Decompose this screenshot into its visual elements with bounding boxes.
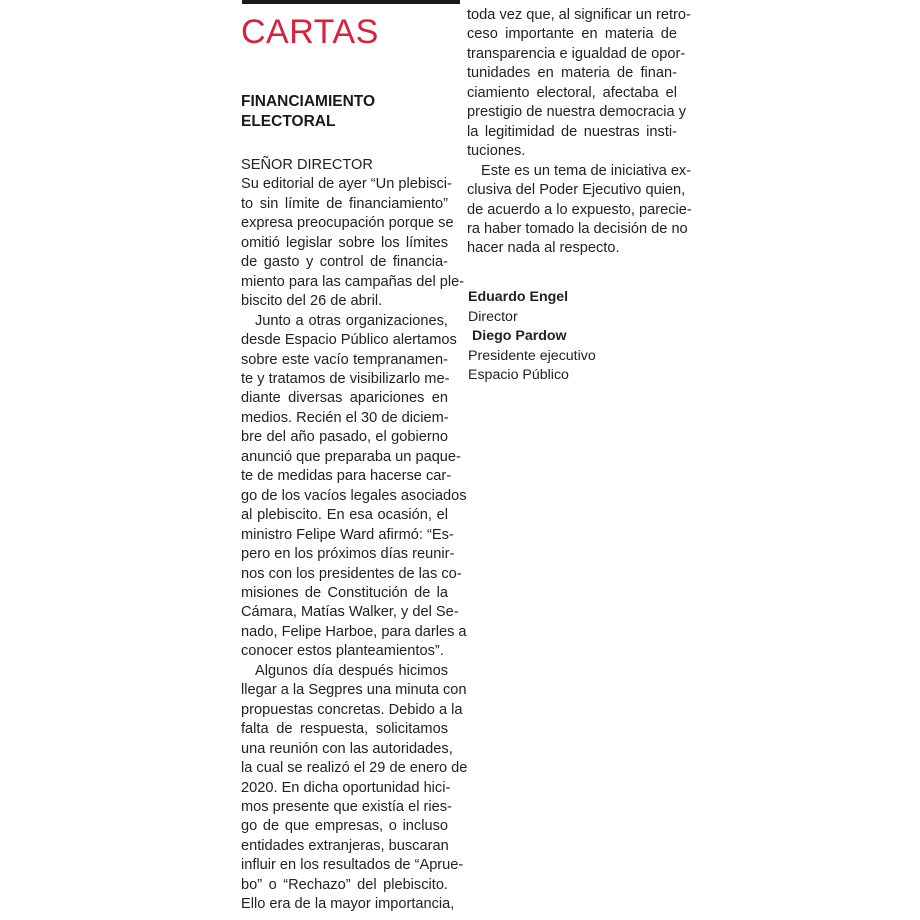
body-line: sobre este vacío tempranamen- — [241, 351, 448, 368]
body-line: pero en los próximos días reunir- — [241, 546, 455, 563]
body-line: ceso importante en materia de — [467, 26, 677, 43]
body-line: entidades extranjeras, buscaran — [241, 837, 449, 854]
body-line: miento para las campañas del ple- — [241, 273, 465, 290]
body-line: Junto a otras organizaciones, — [255, 312, 448, 329]
body-line: biscito del 26 de abril. — [241, 293, 383, 310]
body-line: ciamiento electoral, afectaba el — [467, 84, 677, 101]
section-top-rule — [242, 0, 460, 4]
letter-headline — [241, 92, 451, 132]
letter-body-left-column — [241, 156, 468, 915]
body-line: una reunión con las autoridades, — [241, 740, 453, 757]
body-line: la legitimidad de nuestras insti- — [467, 123, 677, 140]
body-line: transparencia e igualdad de opor- — [467, 45, 686, 62]
body-line: prestigio de nuestra democracia y — [467, 104, 687, 121]
body-line: nos con los presidentes de las co- — [241, 565, 462, 582]
section-title: CARTAS — [241, 13, 379, 51]
body-line: expresa preocupación porque se — [241, 215, 454, 232]
body-line: go de que empresas, o incluso — [241, 818, 448, 835]
body-line: nado, Felipe Harboe, para darles a — [241, 623, 467, 640]
body-line: influir en los resultados de “Aprue- — [241, 857, 464, 874]
signer-name: Diego Pardow — [472, 328, 567, 344]
body-line: tunidades en materia de finan- — [467, 65, 677, 82]
letter-body-right-column — [467, 6, 692, 259]
body-line: anunció que preparaba un paque- — [241, 448, 461, 465]
body-line: al plebiscito. En esa ocasión, el — [241, 507, 448, 524]
body-line: ra haber tomado la decisión de no — [467, 220, 688, 237]
salutation: SEÑOR DIRECTOR — [241, 157, 373, 173]
body-line: ministro Felipe Ward afirmó: “Es- — [241, 526, 454, 543]
body-line: te de medidas para hacerse car- — [241, 468, 452, 485]
body-line: to sin límite de financiamiento” — [241, 195, 448, 212]
body-line: clusiva del Poder Ejecutivo quien, — [467, 182, 686, 199]
body-line: 2020. En dicha oportunidad hici- — [241, 779, 451, 796]
body-line: tuciones. — [467, 143, 526, 160]
body-line: Ello era de la mayor importancia, — [241, 896, 455, 913]
body-line: mos presente que existía el ries- — [241, 798, 452, 815]
body-line: conocer estos planteamientos”. — [241, 643, 444, 660]
headline-line: ELECTORAL — [241, 113, 336, 130]
headline-line: FINANCIAMIENTO — [241, 93, 376, 110]
signature-block — [468, 288, 668, 386]
body-line: te y tratamos de visibilizarlo me- — [241, 370, 450, 387]
body-line: diante diversas apariciones en — [241, 390, 448, 407]
body-line: Este es un tema de iniciativa ex- — [481, 162, 692, 179]
body-line: propuestas concretas. Debido a la — [241, 701, 463, 718]
body-line: bre del año pasado, el gobierno — [241, 429, 448, 446]
body-line: omitió legislar sobre los límites — [241, 234, 448, 251]
body-line: misiones de Constitución de la — [241, 584, 448, 601]
body-line: falta de respuesta, solicitamos — [241, 721, 448, 738]
body-line: la cual se realizó el 29 de enero de — [241, 760, 468, 777]
signer-name: Eduardo Engel — [468, 289, 569, 305]
body-line: desde Espacio Público alertamos — [241, 332, 457, 349]
signer-role: Director — [468, 308, 518, 325]
body-line: llegar a la Segpres una minuta con — [241, 682, 467, 699]
body-line: toda vez que, al significar un retro- — [467, 7, 691, 23]
body-line: de acuerdo a lo expuesto, parecie- — [467, 201, 692, 218]
body-line: Cámara, Matías Walker, y del Se- — [241, 604, 459, 621]
signer-organization: Espacio Público — [468, 367, 569, 383]
body-line: hacer nada al respecto. — [467, 240, 620, 257]
signer-role: Presidente ejecutivo — [468, 347, 596, 364]
body-line: bo” o “Rechazo” del plebiscito. — [241, 876, 448, 893]
body-line: go de los vacíos legales asociados — [241, 487, 467, 504]
body-line: Algunos día después hicimos — [255, 662, 448, 679]
body-line: de gasto y control de financia- — [241, 254, 448, 271]
body-line: Su editorial de ayer “Un plebisci- — [241, 176, 452, 193]
body-line: medios. Recién el 30 de diciem- — [241, 409, 449, 426]
